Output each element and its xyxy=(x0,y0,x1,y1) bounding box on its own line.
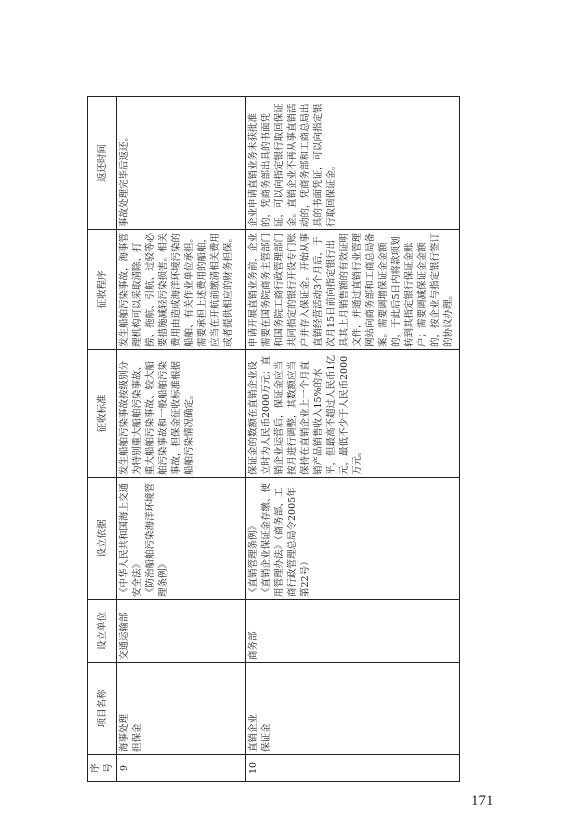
page-number: 171 xyxy=(471,793,494,809)
cell-collection-procedure: 申请开展直销业务前，企业需要在国务院商务主管部门和国务院工商行政管理部门共同指定的银行开设专门账户并存入保证金。开始从事直销经营活动3个月后，于次月15日前向指定银行出具其上月销售额的有效证明文件，并通过直销行业管理网站向商务部和工商总局备案。需要调增保证金金额的，于此后5日内将款项划转到其指定银行保证金账户；需要调减保证金金额的，按企业与指定银行签订的协议办理。 xyxy=(246,230,460,350)
table-header-row xyxy=(88,97,117,782)
header-establishing-unit: 设立单位 xyxy=(88,600,117,663)
cell-refund-time: 事故处理完毕后返还。 xyxy=(117,97,246,230)
table-row xyxy=(246,97,460,782)
cell-collection-standard: 保证金的数额在直销企业设立时为人民币2000万元；直销企业运营后，保证金应当按月进行调整，其数额应当保持在直销企业上一个月直销产品销售收入15%的水平，但最高不超过人民币1亿元，最低不少于人民币2000万元。 xyxy=(246,350,460,478)
header-legal-basis: 设立依据 xyxy=(88,478,117,600)
project-name-text: 直销企业保证金 xyxy=(248,713,272,752)
legal-basis-item: 《直销企业保证金存缴、使用管理办法》（商务部、工商行政管理总局令2005年第22号） xyxy=(261,482,311,597)
legal-basis-item: 《直销管理条例》 xyxy=(248,520,259,597)
cell-collection-procedure: 发生船舶污染事故，海事管理机构可以采取清除、打捞、拖航、引航、过驳等必要措施减轻污染损害。相关费用由造成海洋环境污染的船舶、有关作业单位承担。需要承担上述费用的船舶，应当在开航前缴清相关费用或者提供相应的财务担保。 xyxy=(117,230,246,350)
cell-serial-number: 9 xyxy=(117,755,246,782)
legal-basis-item: 《防治船舶污染海洋环境管理条例》 xyxy=(145,482,169,597)
header-collection-standard: 征收标准 xyxy=(88,350,117,478)
cell-project-name xyxy=(246,663,460,755)
header-serial-number-label: 序号 xyxy=(90,763,114,773)
cell-establishing-unit: 交通运输部 xyxy=(117,600,246,663)
cell-legal-basis xyxy=(117,478,246,600)
header-project-name: 项目名称 xyxy=(88,663,117,755)
legal-basis-item: 《中华人民共和国海上交通安全法》 xyxy=(119,482,143,597)
cell-collection-standard: 发生船舶污染事故按级别分为特别重大船舶污染事故、重大船舶污染事故、较大船舶污染事故和一般船舶污染事故，担保金征收标准根据船舶污染情况确定。 xyxy=(117,350,246,478)
cell-project-name xyxy=(117,663,246,755)
fee-table xyxy=(87,96,460,782)
rotated-table-wrapper xyxy=(87,97,460,782)
cell-establishing-unit: 商务部 xyxy=(246,600,460,663)
header-collection-procedure: 征收程序 xyxy=(88,230,117,350)
cell-legal-basis xyxy=(246,478,460,600)
cell-refund-time: 企业申请直销业务未获批准的，凭商务部出具的书面凭证，可以向指定银行取回保证金。直销企业不再从事直销活动的，凭商务部和工商总局出具的书面凭证，可以向指定银行取回保证金。 xyxy=(246,97,460,230)
table-row xyxy=(117,97,246,782)
cell-serial-number: 10 xyxy=(246,755,460,782)
project-name-text: 海事处理担保金 xyxy=(119,713,143,752)
header-serial-number xyxy=(88,755,117,782)
header-refund-time: 返还时间 xyxy=(88,97,117,230)
